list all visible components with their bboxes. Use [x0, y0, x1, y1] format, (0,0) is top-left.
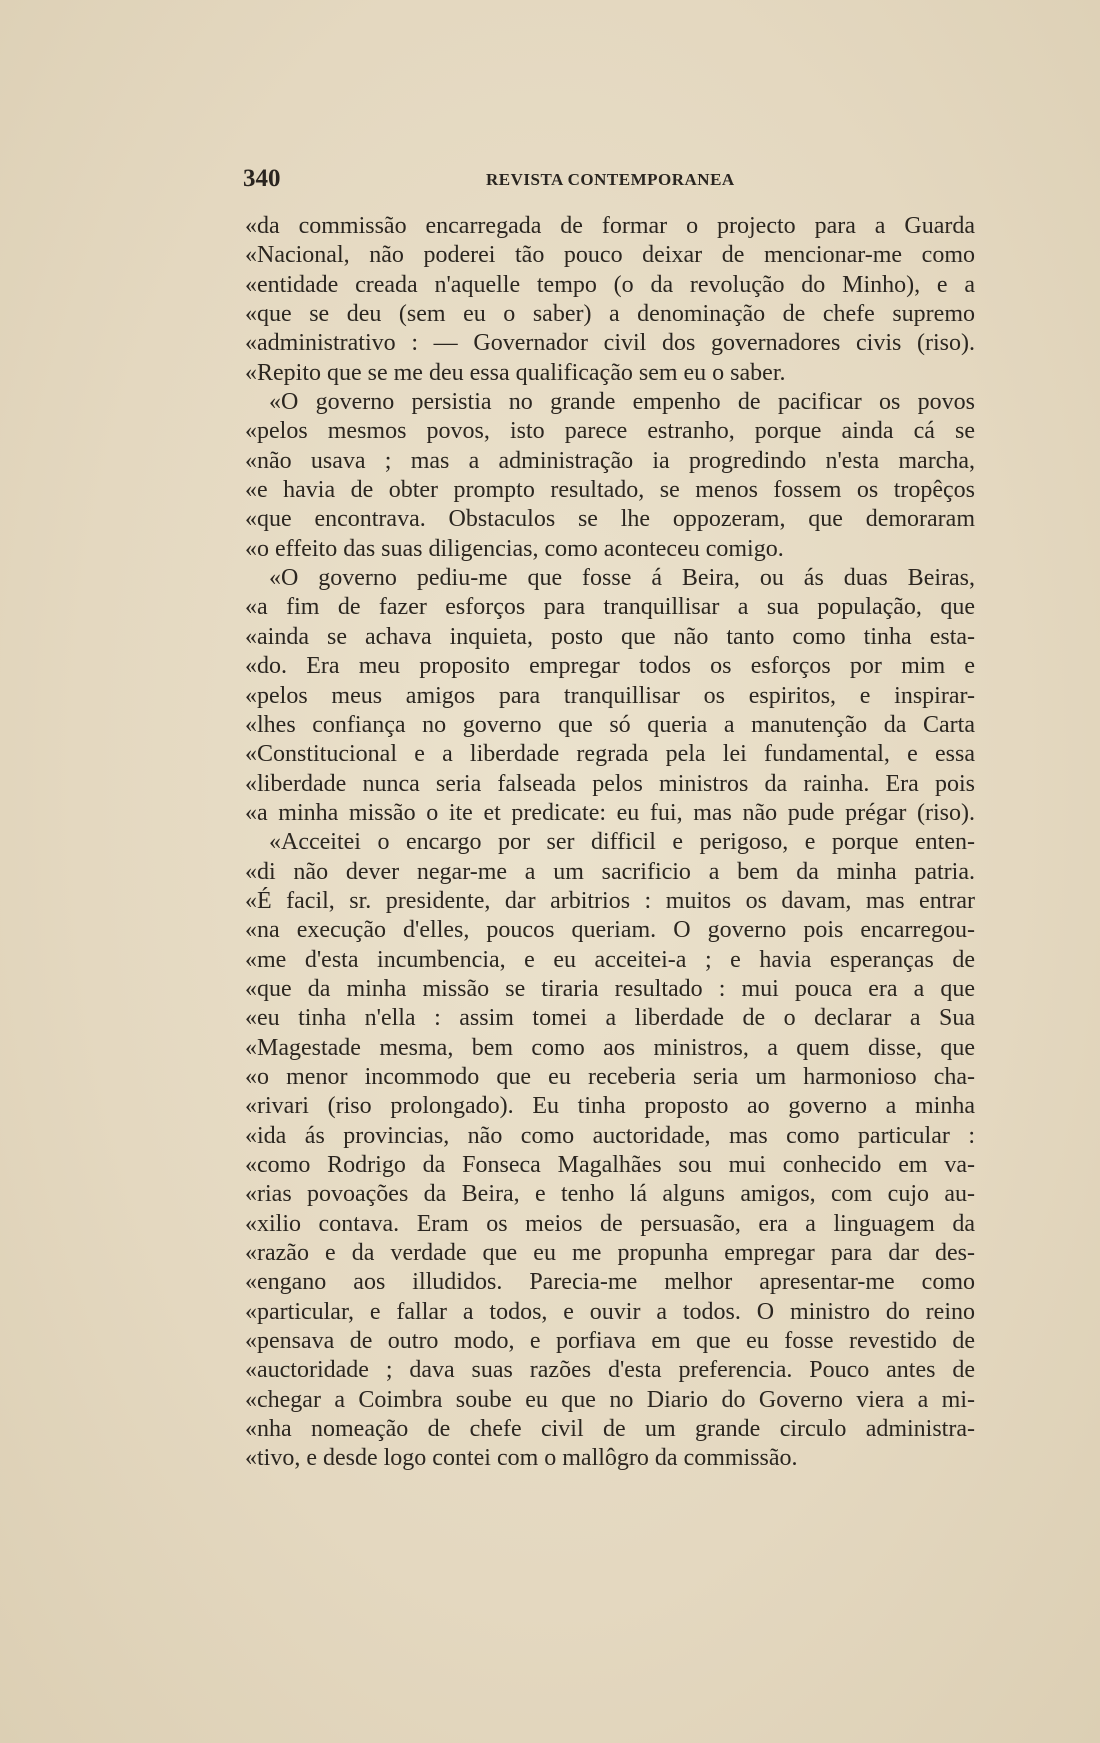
text-line: «a fim de fazer esforços para tranquillisar a sua população, que [245, 594, 975, 621]
text-line: «liberdade nunca seria falseada pelos ministros da rainha. Era pois [245, 770, 975, 797]
text-line: «pelos mesmos povos, isto parece estranho, porque ainda cá se [245, 418, 975, 445]
text-line: «rivari (riso prolongado). Eu tinha proposto ao governo a minha [245, 1093, 975, 1120]
text-line: «tivo, e desde logo contei com o mallôgro da commissão. [245, 1445, 798, 1472]
text-line: «não usava ; mas a administração ia progredindo n'esta marcha, [245, 447, 975, 474]
text-line: «me d'esta incumbencia, e eu acceitei-a ; e havia esperanças de [245, 946, 975, 973]
text-line: «eu tinha n'ella : assim tomei a liberdade de o declarar a Sua [245, 1005, 975, 1032]
text-line: «O governo pediu-me que fosse á Beira, ou ás duas Beiras, [269, 565, 975, 592]
text-line: «da commissão encarregada de formar o projecto para a Guarda [245, 213, 975, 239]
text-line: «engano aos illudidos. Parecia-me melhor apresentar-me como [245, 1269, 975, 1296]
text-line: «que se deu (sem eu o saber) a denominação de chefe supremo [245, 301, 975, 328]
text-line: «nha nomeação de chefe civil de um grande circulo administra- [245, 1416, 975, 1443]
text-line: «rias povoações da Beira, e tenho lá alguns amigos, com cujo au- [245, 1181, 975, 1208]
text-line: «pensava de outro modo, e porfiava em que eu fosse revestido de [245, 1328, 975, 1355]
text-line: «ainda se achava inquieta, posto que não tanto como tinha esta- [245, 623, 975, 650]
text-line: «e havia de obter prompto resultado, se menos fossem os tropêços [245, 477, 975, 504]
text-line: «chegar a Coimbra soube eu que no Diario do Governo viera a mi- [245, 1386, 975, 1413]
text-line: «administrativo : — Governador civil dos governadores civis (riso). [245, 330, 975, 357]
text-line: «do. Era meu proposito empregar todos os esforços por mim e [245, 653, 975, 680]
text-line: «razão e da verdade que eu me propunha empregar para dar des- [245, 1240, 975, 1267]
text-line: «Acceitei o encargo por ser difficil e perigoso, e porque enten- [269, 829, 975, 856]
text-line: «que da minha missão se tiraria resultado : mui pouca era a que [245, 975, 975, 1002]
text-line: «auctoridade ; dava suas razões d'esta preferencia. Pouco antes de [245, 1357, 975, 1384]
text-line: «como Rodrigo da Fonseca Magalhães sou mui conhecido em va- [245, 1152, 975, 1178]
text-line: «É facil, sr. presidente, dar arbitrios : muitos os davam, mas entrar [245, 887, 975, 914]
page-number: 340 [243, 165, 281, 192]
text-line: «que encontrava. Obstaculos se lhe oppozeram, que demoraram [245, 506, 975, 533]
text-line: «lhes confiança no governo que só queria a manutenção da Carta [245, 711, 975, 738]
body-text [245, 212, 975, 1474]
text-line: «o effeito das suas diligencias, como aconteceu comigo. [245, 535, 784, 562]
text-line: «xilio contava. Eram os meios de persuasão, era a linguagem da [245, 1210, 975, 1237]
text-line: «di não dever negar-me a um sacrificio a bem da minha patria. [245, 858, 975, 885]
text-line: «ida ás provincias, não como auctoridade, mas como particular : [245, 1122, 975, 1149]
page-header [243, 165, 973, 195]
text-line: «Nacional, não poderei tão pouco deixar de mencionar-me como [245, 242, 975, 269]
text-line: «particular, e fallar a todos, e ouvir a todos. O ministro do reino [245, 1298, 975, 1325]
text-line: «Magestade mesma, bem como aos ministros, a quem disse, que [245, 1034, 975, 1061]
text-line: «Repito que se me deu essa qualificação sem eu o saber. [245, 359, 786, 386]
text-line: «na execução d'elles, poucos queriam. O governo pois encarregou- [245, 917, 975, 944]
running-title: REVISTA CONTEMPORANEA [486, 170, 735, 189]
text-line: «pelos meus amigos para tranquillisar os espiritos, e inspirar- [245, 682, 975, 709]
text-line: «Constitucional e a liberdade regrada pela lei fundamental, e essa [245, 741, 975, 768]
text-line: «entidade creada n'aquelle tempo (o da revolução do Minho), e a [245, 271, 975, 298]
text-line: «o menor incommodo que eu receberia seria um harmonioso cha- [245, 1063, 975, 1090]
text-line: «O governo persistia no grande empenho de pacificar os povos [269, 389, 975, 416]
text-line: «a minha missão o ite et predicate: eu fui, mas não pude prégar (riso). [245, 799, 975, 826]
